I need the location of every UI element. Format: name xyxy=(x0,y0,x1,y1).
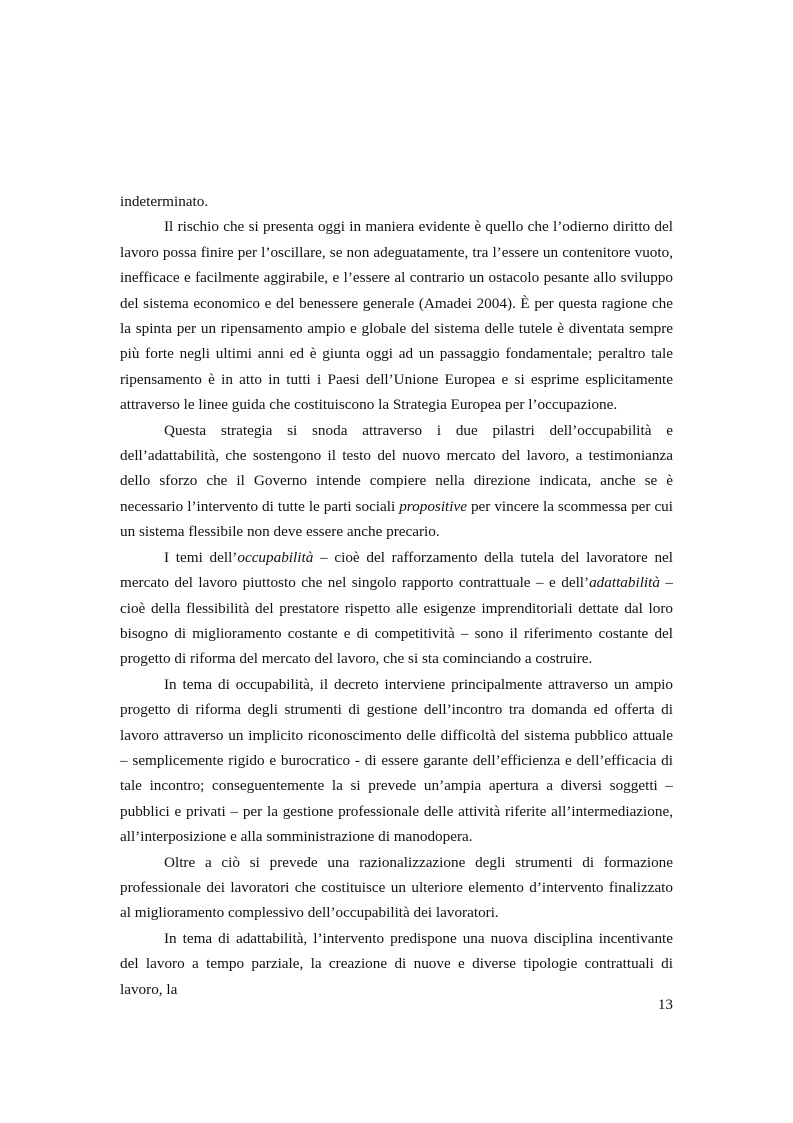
paragraph-4 xyxy=(120,672,673,850)
text-run: I temi dell’ xyxy=(164,548,238,566)
text-run: Il rischio che si presenta oggi in maniera evidente è quello che l’odierno diritto del lavoro possa finire per l’oscillare, se non adeguatamente, tra l’essere un contenitore vuoto, inefficace e facilmente aggirabile, e l’essere al contrario un ostacolo pesante allo sviluppo del sistema economico e del benessere generale (Amadei 2004). È per questa ragione che la spinta per un ripensamento ampio e globale del sistema delle tutele è diventata sempre più forte negli ultimi anni ed è giunta oggi ad un passaggio fondamentale; peraltro tale ripensamento è in atto in tutti i Paesi dell’Unione Europea e si esprime esplicitamente attraverso le linee guida che costituiscono la Strategia Europea per l’occupazione. xyxy=(120,218,673,414)
paragraph-0 xyxy=(120,189,673,214)
paragraph-5 xyxy=(120,850,673,926)
text-run: per vincere la scommessa per cui un sistema flessibile non deve essere anche precario. xyxy=(120,497,673,541)
text-run: Oltre a ciò si prevede una razionalizzazione degli strumenti di formazione professionale dei lavoratori che costituisce un ulteriore elemento d’intervento finalizzato al miglioramento complessivo dell’occupabilità dei lavoratori. xyxy=(120,853,673,922)
italic-run: occupabilità xyxy=(237,548,314,566)
text-run: In tema di adattabilità, l’intervento predispone una nuova disciplina incentivante del lavoro a tempo parziale, la creazione di nuove e diverse tipologie contrattuali di lavoro, la xyxy=(120,929,673,998)
italic-run: adattabilità xyxy=(589,574,660,592)
paragraph-2 xyxy=(120,418,673,545)
body-text xyxy=(120,189,673,1002)
text-run: indeterminato. xyxy=(120,193,209,210)
paragraph-1 xyxy=(120,214,673,417)
text-run: – cioè del rafforzamento della tutela del lavoratore nel mercato del lavoro piuttosto che nel singolo rapporto contrattuale – e dell’ xyxy=(120,548,673,592)
text-run: In tema di occupabilità, il decreto interviene principalmente attraverso un ampio progetto di riforma degli strumenti di gestione dell’incontro tra domanda ed offerta di lavoro attraverso un implicito riconoscimento delle difficoltà del sistema pubblico attuale – semplicemente rigido e burocratico - di essere garante dell’efficienza e dell’efficacia di tale incontro; conseguentemente la si prevede un’ampia apertura a diversi soggetti – pubblici e privati – per la gestione professionale delle attività riferite all’intermediazione, all’interposizione e alla somministrazione di manodopera. xyxy=(120,675,673,846)
italic-run: propositive xyxy=(399,497,467,515)
text-run: Questa strategia si snoda attraverso i due pilastri dell’occupabilità e dell’adattabilità, che sostengono il testo del nuovo mercato del lavoro, a testimonianza dello sforzo che il Governo intende compiere nella direzione indicata, anche se è necessario l’intervento di tutte le parti sociali xyxy=(120,421,673,515)
page-number: 13 xyxy=(657,996,673,1013)
paragraph-3 xyxy=(120,545,673,672)
paragraph-6 xyxy=(120,926,673,1002)
text-run: – cioè della flessibilità del prestatore rispetto alle esigenze imprenditoriali dettate dal loro bisogno di miglioramento costante e di competitività – sono il riferimento costante del progetto di riforma del mercato del lavoro, che si sta cominciando a costruire. xyxy=(120,574,673,668)
